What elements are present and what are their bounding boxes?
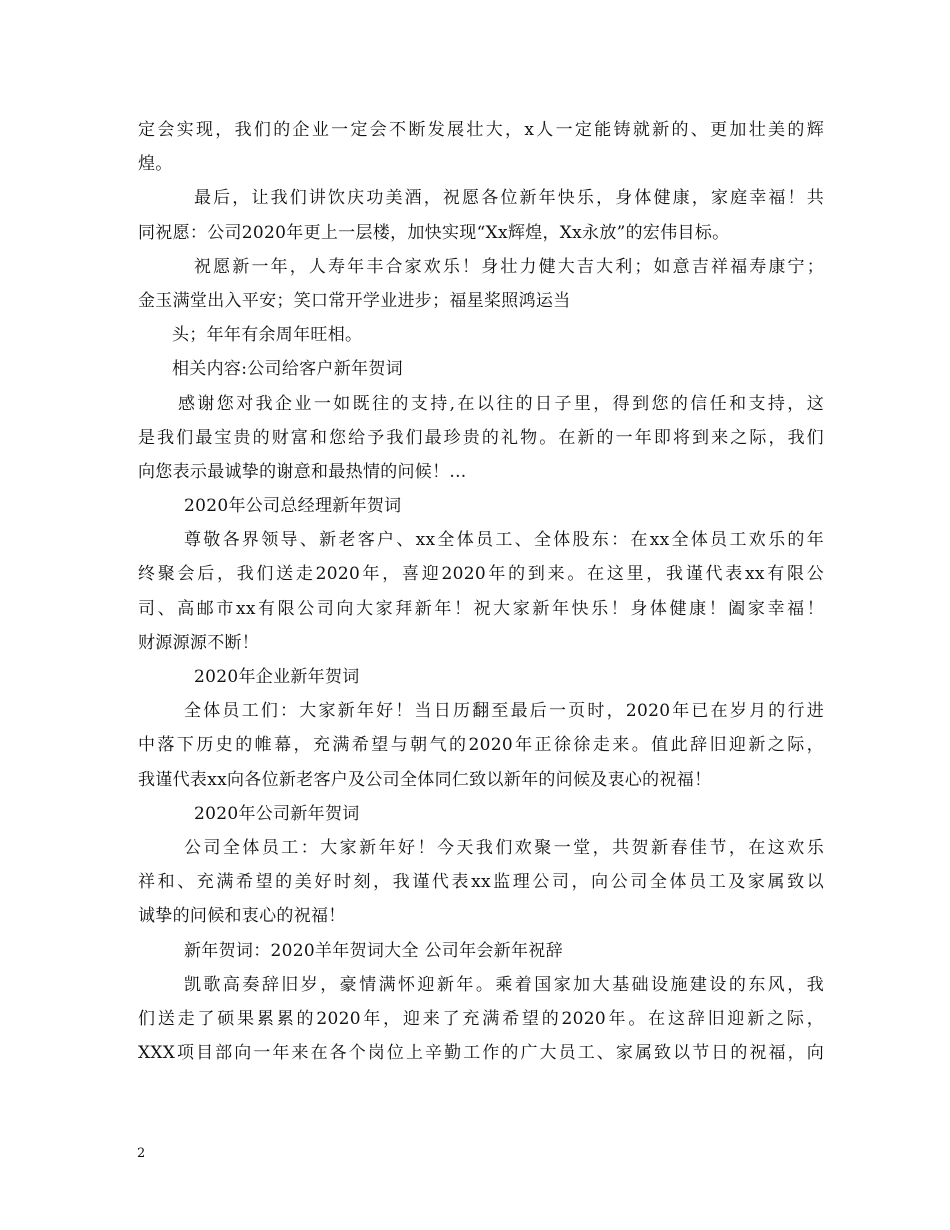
text-line: 们送走了硕果累累的2020年，迎来了充满希望的2020年。在这辞旧迎新之际， bbox=[138, 1008, 824, 1029]
section-heading: 2020年公司新年贺词 bbox=[194, 803, 360, 824]
text-line: 我谨代表xx向各位新老客户及公司全体同仁致以新年的问候及衷心的祝福！ bbox=[138, 769, 712, 790]
text-line: 祥和、充满希望的美好时刻，我谨代表xx监理公司，向公司全体员工及家属致以 bbox=[138, 872, 824, 893]
text-line: 凯歌高奏辞旧岁，豪情满怀迎新年。乘着国家加大基础设施建设的东风，我 bbox=[184, 974, 824, 995]
text-line: 全体员工们：大家新年好！当日历翻至最后一页时，2020年已在岁月的行进 bbox=[184, 701, 824, 722]
text-line: 相关内容:公司给客户新年贺词 bbox=[172, 359, 403, 380]
text-line: 最后，让我们讲饮庆功美酒，祝愿各位新年快乐，身体健康，家庭幸福！共 bbox=[194, 188, 824, 209]
text-line: 诚挚的问候和衷心的祝福！ bbox=[138, 906, 346, 927]
page-number: 2 bbox=[137, 1146, 146, 1161]
text-line: XXX项目部向一年来在各个岗位上辛勤工作的广大员工、家属致以节日的祝福，向 bbox=[138, 1043, 824, 1064]
text-line: 尊敬各界领导、新老客户、xx全体员工、全体股东：在xx全体员工欢乐的年 bbox=[184, 530, 824, 551]
text-line: 祝愿新一年，人寿年丰合家欢乐！身壮力健大吉大利；如意吉祥福寿康宁； bbox=[194, 256, 824, 277]
text-line: 同祝愿：公司2020年更上一层楼，加快实现“Xx辉煌，Xx永放”的宏伟目标。 bbox=[138, 222, 730, 243]
text-line: 司、高邮市xx有限公司向大家拜新年！祝大家新年快乐！身体健康！阖家幸福！ bbox=[138, 598, 824, 619]
text-line: 终聚会后，我们送走2020年，喜迎2020年的到来。在这里，我谨代表xx有限公 bbox=[138, 564, 824, 585]
text-line: 金玉满堂出入平安；笑口常开学业进步；福星桨照鸿运当 bbox=[138, 290, 571, 311]
text-line: 是我们最宝贵的财富和您给予我们最珍贵的礼物。在新的一年即将到来之际，我们 bbox=[138, 427, 824, 448]
text-line: 定会实现，我们的企业一定会不断发展壮大，x人一定能铸就新的、更加壮美的辉 bbox=[138, 120, 824, 140]
text-line: 公司全体员工：大家新年好！今天我们欢聚一堂，共贺新春佳节，在这欢乐 bbox=[184, 837, 824, 858]
section-heading: 新年贺词：2020羊年贺词大全 公司年会新年祝辞 bbox=[184, 940, 563, 961]
text-line: 头；年年有余周年旺相。 bbox=[172, 325, 363, 346]
text-line: 感谢您对我企业一如既往的支持,在以往的日子里，得到您的信任和支持，这 bbox=[178, 393, 824, 414]
text-line: 财源源源不断！ bbox=[138, 632, 260, 653]
text-line: 煌。 bbox=[138, 154, 173, 175]
section-heading: 2020年企业新年贺词 bbox=[194, 667, 360, 687]
text-line: 中落下历史的帷幕，充满希望与朝气的2020年正徐徐走来。值此辞旧迎新之际， bbox=[138, 735, 824, 756]
section-heading: 2020年公司总经理新年贺词 bbox=[184, 496, 402, 517]
text-line: 向您表示最诚挚的谢意和最热情的问候！... bbox=[138, 461, 467, 482]
document-body bbox=[138, 113, 824, 1070]
